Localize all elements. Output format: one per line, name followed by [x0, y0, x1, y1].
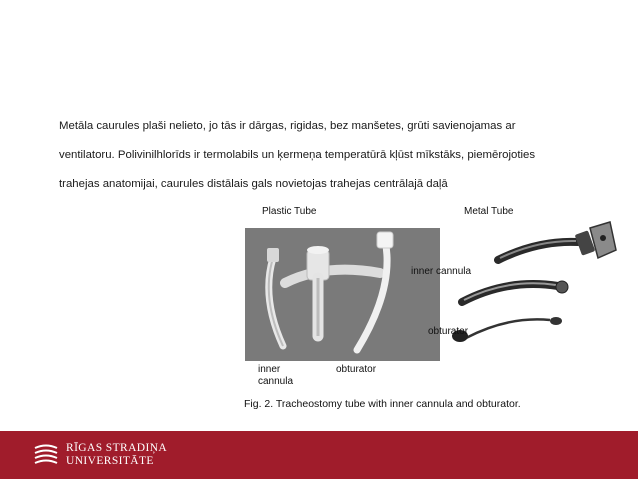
body-line-3: trahejas anatomijai, caurules distālais gals novietojas trahejas centrālajā daļā — [59, 178, 448, 190]
body-line-1: Metāla caurules plaši nelieto, jo tās ir dārgas, rigidas, bez manšetes, grūti savienojamas ar — [59, 120, 516, 132]
plastic-inner-label-1: inner — [258, 364, 281, 375]
metal-tube-title: Metal Tube — [464, 206, 514, 217]
plastic-inner-label-2: cannula — [258, 376, 294, 387]
university-logo-text — [66, 442, 167, 467]
tracheostomy-figure — [238, 198, 626, 423]
body-text — [59, 112, 619, 199]
metal-inner-cannula-label: inner cannula — [411, 266, 472, 277]
logo-line-1: RĪGAS STRADIŅA — [66, 442, 168, 454]
logo-line-2: UNIVERSITĀTE — [66, 454, 154, 467]
figure-caption: Fig. 2. Tracheostomy tube with inner cannula and obturator. — [244, 398, 521, 410]
metal-obturator-label: obturator — [428, 326, 469, 337]
plastic-obturator-label: obturator — [336, 364, 377, 375]
plastic-tube-photo — [245, 228, 440, 361]
body-line-2: ventilatoru. Polivinilhlorīds ir termolabils un ķermeņa temperatūrā kļūst mīkstāks, piemērojoties — [59, 149, 536, 161]
plastic-tube-title: Plastic Tube — [262, 206, 317, 217]
university-logo-icon — [33, 442, 59, 468]
plastic-tube-drawing — [245, 228, 440, 361]
